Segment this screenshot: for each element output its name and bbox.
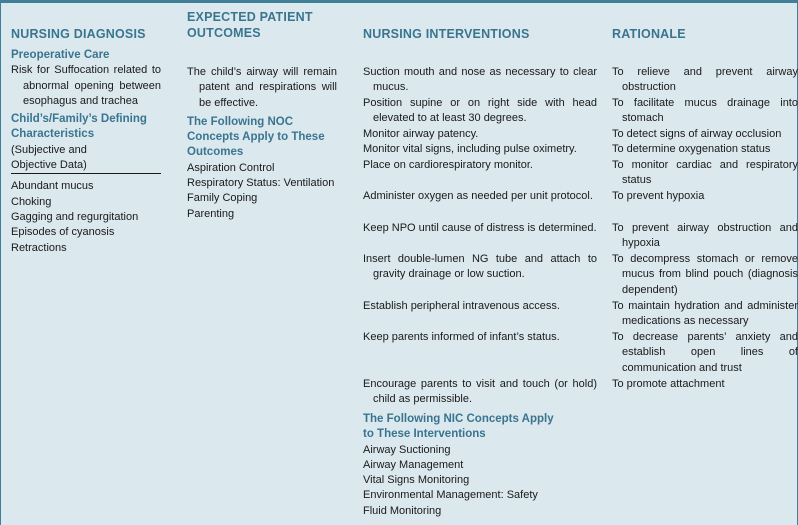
header-outcomes-line-1: EXPECTED PATIENT [187, 10, 313, 24]
list-item: Family Coping [187, 192, 258, 205]
list-item: Aspiration Control [187, 161, 275, 174]
list-item: Airway Management [363, 458, 464, 471]
risk-for-suffocation: Risk for Suffocation related to abnormal opening between esophagus and trachea [11, 64, 161, 107]
rationale-row: To detect signs of airway occlusion [612, 128, 782, 140]
rationale-row: To decrease parents’ anxiety and establish open lines of communication and trust [612, 331, 798, 374]
defining-subtitle-line-1: (Subjective and [11, 143, 87, 156]
header-outcomes-line-2: OUTCOMES [187, 26, 261, 40]
intervention-row: Keep NPO until cause of distress is determined. [363, 222, 597, 234]
list-item: Parenting [187, 207, 235, 220]
list-item: Fluid Monitoring [363, 504, 442, 517]
header-rationale: RATIONALE [612, 27, 686, 41]
rationale-row: To facilitate mucus drainage into stomach [612, 97, 798, 125]
intervention-row: Place on cardiorespiratory monitor. [363, 159, 533, 171]
rationale-row: To maintain hydration and administer medications as necessary [612, 300, 798, 328]
list-item: Episodes of cyanosis [11, 226, 115, 239]
list-item: Respiratory Status: Ventilation [187, 177, 335, 190]
defining-subtitle-line-2: Objective Data) [11, 158, 161, 174]
intervention-row: Suction mouth and nose as necessary to clear mucus. [363, 66, 597, 94]
list-item: Retractions [11, 241, 67, 254]
intervention-row: Keep parents informed of infant’s status. [363, 331, 560, 343]
intervention-row: Position supine or on right side with head elevated to at least 30 degrees. [363, 97, 597, 125]
list-item: Vital Signs Monitoring [363, 474, 470, 487]
rationale-row: To monitor cardiac and respiratory status [612, 159, 798, 187]
list-item: Choking [11, 195, 52, 208]
header-nursing-interventions: NURSING INTERVENTIONS [363, 27, 530, 41]
intervention-row: Encourage parents to visit and touch (or hold) child as permissible. [363, 378, 597, 406]
rationale-row: To prevent hypoxia [612, 190, 705, 202]
rationale-row: To relieve and prevent airway obstruction [612, 66, 798, 94]
intervention-row: Monitor airway patency. [363, 128, 479, 140]
preoperative-care-title: Preoperative Care [11, 49, 110, 61]
rationale-row: To determine oxygenation status [612, 143, 771, 155]
list-item: Airway Suctioning [363, 443, 451, 456]
defining-characteristics-title: Child’s/Family’s Defining Characteristics [11, 113, 147, 141]
intervention-row: Monitor vital signs, including pulse oximetry. [363, 143, 577, 155]
rationale-row: To promote attachment [612, 378, 725, 390]
rationale-row: To prevent airway obstruction and hypoxia [612, 222, 798, 250]
list-item: Environmental Management: Safety [363, 489, 538, 502]
list-item: Abundant mucus [11, 180, 94, 193]
intervention-row: Administer oxygen as needed per unit protocol. [363, 190, 593, 202]
nic-concepts-title: The Following NIC Concepts Apply to These Interventions [363, 413, 554, 441]
list-item: Gagging and regurgitation [11, 210, 139, 223]
noc-concepts-title: The Following NOC Concepts Apply to These Outcomes [187, 115, 325, 159]
outcome-statement: The child’s airway will remain patent and respirations will be effective. [187, 66, 337, 109]
intervention-row: Insert double-lumen NG tube and attach to gravity drainage or low suction. [363, 253, 597, 281]
rationale-row: To decompress stomach or remove mucus from blind pouch (diagnosis dependent) [612, 253, 798, 296]
header-expected-outcomes [187, 9, 313, 41]
intervention-row: Establish peripheral intravenous access. [363, 300, 560, 312]
header-nursing-diagnosis: NURSING DIAGNOSIS [11, 27, 146, 41]
